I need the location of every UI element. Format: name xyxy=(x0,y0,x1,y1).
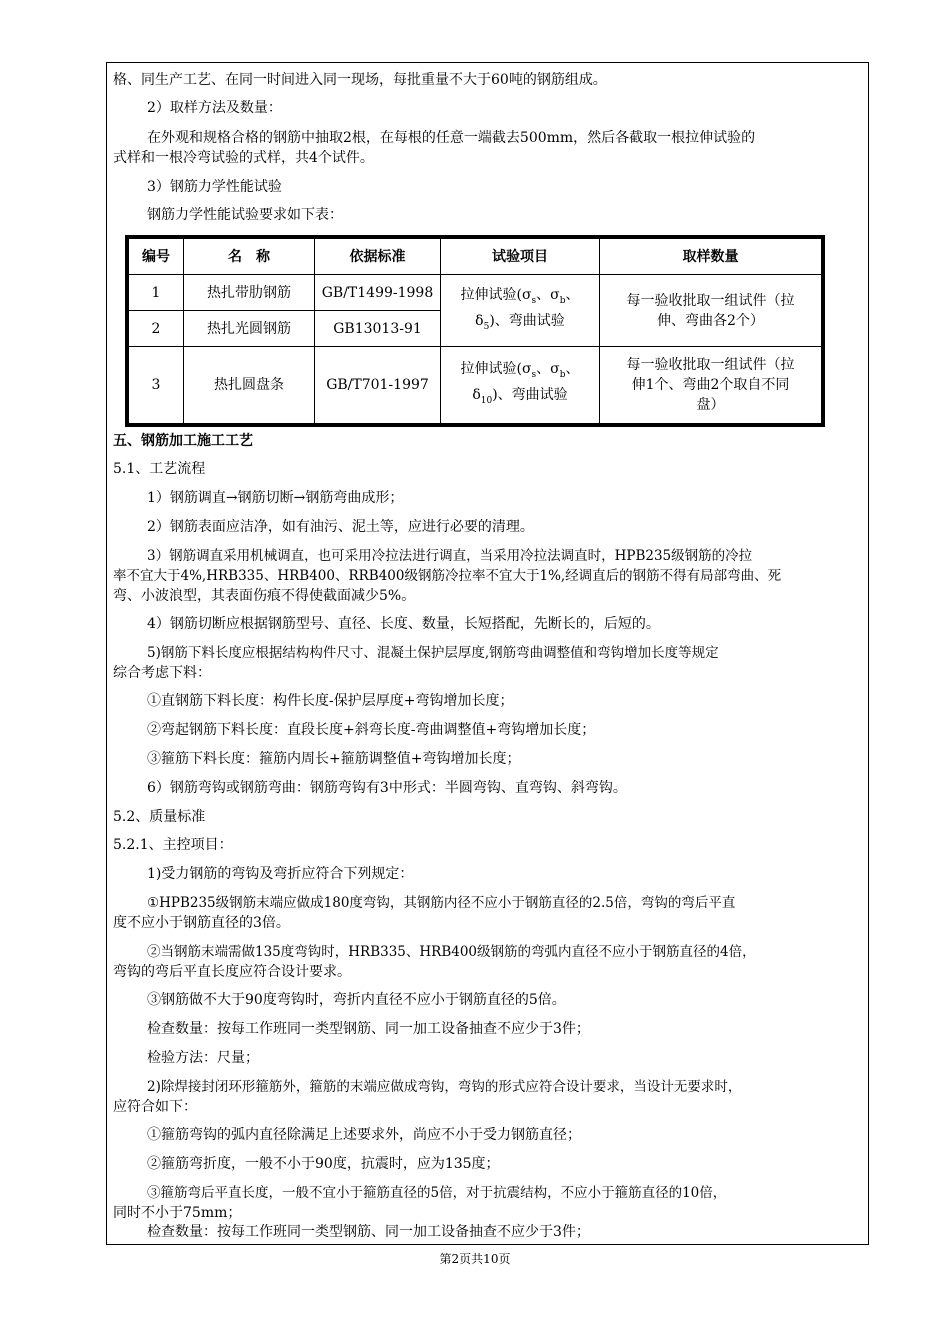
text-line: ①箍筋弯钩的弧内直径除满足上述要求外，尚应不小于受力钢筋直径； xyxy=(147,1127,581,1143)
text-line: 格、同生产工艺、在同一时间进入同一现场，每批重量不大于60吨的钢筋组成。 xyxy=(113,72,607,88)
cell-sample-qty: 每一验收批取一组试件（拉 伸1个、弯曲2个取自不同 盘） xyxy=(600,347,822,424)
cell-no: 1 xyxy=(129,275,184,311)
text-line: 3）钢筋力学性能试验 xyxy=(147,179,282,195)
cell-test-item: 拉伸试验($\sigma_s$、$\sigma_b$、 $\delta_5$)、弯曲试验 xyxy=(441,275,600,347)
text-line: 4）钢筋切断应根据钢筋型号、直径、长度、数量，长短搭配，先断长的，后短的。 xyxy=(147,616,660,632)
table-row xyxy=(129,347,822,424)
cell-name: 热扎圆盘条 xyxy=(184,347,315,424)
text-line: 2)除焊接封闭环形箍筋外，箍筋的末端应做成弯钩，弯钩的形式应符合设计要求，当设计无要求时， xyxy=(147,1079,742,1095)
cell-name: 热扎带肋钢筋 xyxy=(184,275,315,311)
table-row xyxy=(129,275,822,311)
text-line: 度不应小于钢筋直径的3倍。 xyxy=(113,915,290,931)
subsection-heading: 5.2、质量标准 xyxy=(113,809,206,825)
col-header-name: 名 称 xyxy=(184,239,315,275)
col-header-no: 编号 xyxy=(129,239,184,275)
text-line: 检查数量：按每工作班同一类型钢筋、同一加工设备抽查不应少于3件； xyxy=(147,1021,590,1037)
section-heading: 五、钢筋加工施工工艺 xyxy=(113,433,253,449)
cell-test-item: 拉伸试验($\sigma_s$、$\sigma_b$、 $\delta_{10}$)、弯曲试验 xyxy=(441,347,600,424)
subsection-heading: 5.2.1、主控项目： xyxy=(113,837,233,853)
col-header-test-item: 试验项目 xyxy=(441,239,600,275)
text-line: 综合考虑下料： xyxy=(113,665,211,681)
text-line: 6）钢筋弯钩或钢筋弯曲：钢筋弯钩有3中形式：半圆弯钩、直弯钩、斜弯钩。 xyxy=(147,780,627,796)
text-line: 2）取样方法及数量： xyxy=(147,100,282,116)
cell-standard: GB13013-91 xyxy=(315,311,441,347)
cell-no: 2 xyxy=(129,311,184,347)
text-line: ③箍筋下料长度：箍筋内周长+箍筋调整值+弯钩增加长度； xyxy=(147,751,521,767)
text-line: ①HPB235级钢筋末端应做成180度弯钩，其钢筋内径不应小于钢筋直径的2.5倍，弯钩的弯后平直 xyxy=(147,895,736,911)
text-line: 率不宜大于4%,HRB335、HRB400、RRB400级钢筋冷拉率不宜大于1%,经调直后的钢筋不得有局部弯曲、死 xyxy=(113,568,782,584)
page-number: 第2页共10页 xyxy=(439,1252,511,1266)
col-header-sample-qty: 取样数量 xyxy=(600,239,822,275)
text-line: 弯、小波浪型，其表面伤痕不得使截面减少5%。 xyxy=(113,588,416,604)
text-line: 检验方法：尺量； xyxy=(147,1050,259,1066)
text-line: 弯钩的弯后平直长度应符合设计要求。 xyxy=(113,964,351,980)
text-line: ③箍筋弯后平直长度，一般不宜小于箍筋直径的5倍，对于抗震结构，不应小于箍筋直径的10倍， xyxy=(147,1185,727,1201)
cell-standard: GB/T1499-1998 xyxy=(315,275,441,311)
text-line: 3）钢筋调直采用机械调直，也可采用冷拉法进行调直，当采用冷拉法调直时，HPB235级钢筋的冷拉 xyxy=(147,548,753,564)
text-line: 2）钢筋表面应洁净，如有油污、泥土等，应进行必要的清理。 xyxy=(147,519,534,535)
text-line: ②当钢筋末端需做135度弯钩时，HRB335、HRB400级钢筋的弯弧内直径不应小于钢筋直径的4倍， xyxy=(147,944,756,960)
text-line: 检查数量：按每工作班同一类型钢筋、同一加工设备抽查不应少于3件； xyxy=(147,1224,590,1240)
subsection-heading: 5.1、工艺流程 xyxy=(113,461,206,477)
cell-sample-qty: 每一验收批取一组试件（拉 伸、弯曲各2个） xyxy=(600,275,822,347)
text-line: 式样和一根冷弯试验的式样，共4个试件。 xyxy=(113,150,374,166)
col-header-standard: 依据标准 xyxy=(315,239,441,275)
text-line: 1）钢筋调直→钢筋切断→钢筋弯曲成形； xyxy=(147,490,404,506)
text-line: 在外观和规格合格的钢筋中抽取2根，在每根的任意一端截去500mm，然后各截取一根拉伸试验的 xyxy=(147,130,756,146)
text-line: 应符合如下： xyxy=(113,1099,197,1115)
document-page xyxy=(106,62,869,1245)
text-line: 5)钢筋下料长度应根据结构构件尺寸、混凝土保护层厚度,钢筋弯曲调整值和弯钩增加长度等规定 xyxy=(147,645,719,661)
text-line: ③钢筋做不大于90度弯钩时，弯折内直径不应小于钢筋直径的5倍。 xyxy=(147,992,566,1008)
rebar-test-table xyxy=(125,235,825,427)
cell-name: 热扎光圆钢筋 xyxy=(184,311,315,347)
cell-no: 3 xyxy=(129,347,184,424)
cell-standard: GB/T701-1997 xyxy=(315,347,441,424)
text-line: ①直钢筋下料长度：构件长度-保护层厚度+弯钩增加长度； xyxy=(147,693,514,709)
text-line: 同时不小于75mm； xyxy=(113,1205,242,1221)
text-line: 1)受力钢筋的弯钩及弯折应符合下列规定： xyxy=(147,866,414,882)
text-line: 钢筋力学性能试验要求如下表： xyxy=(147,207,343,223)
text-line: ②箍筋弯折度，一般不小于90度，抗震时，应为135度； xyxy=(147,1156,500,1172)
text-line: ②弯起钢筋下料长度：直段长度+斜弯长度-弯曲调整值+弯钩增加长度； xyxy=(147,722,596,738)
